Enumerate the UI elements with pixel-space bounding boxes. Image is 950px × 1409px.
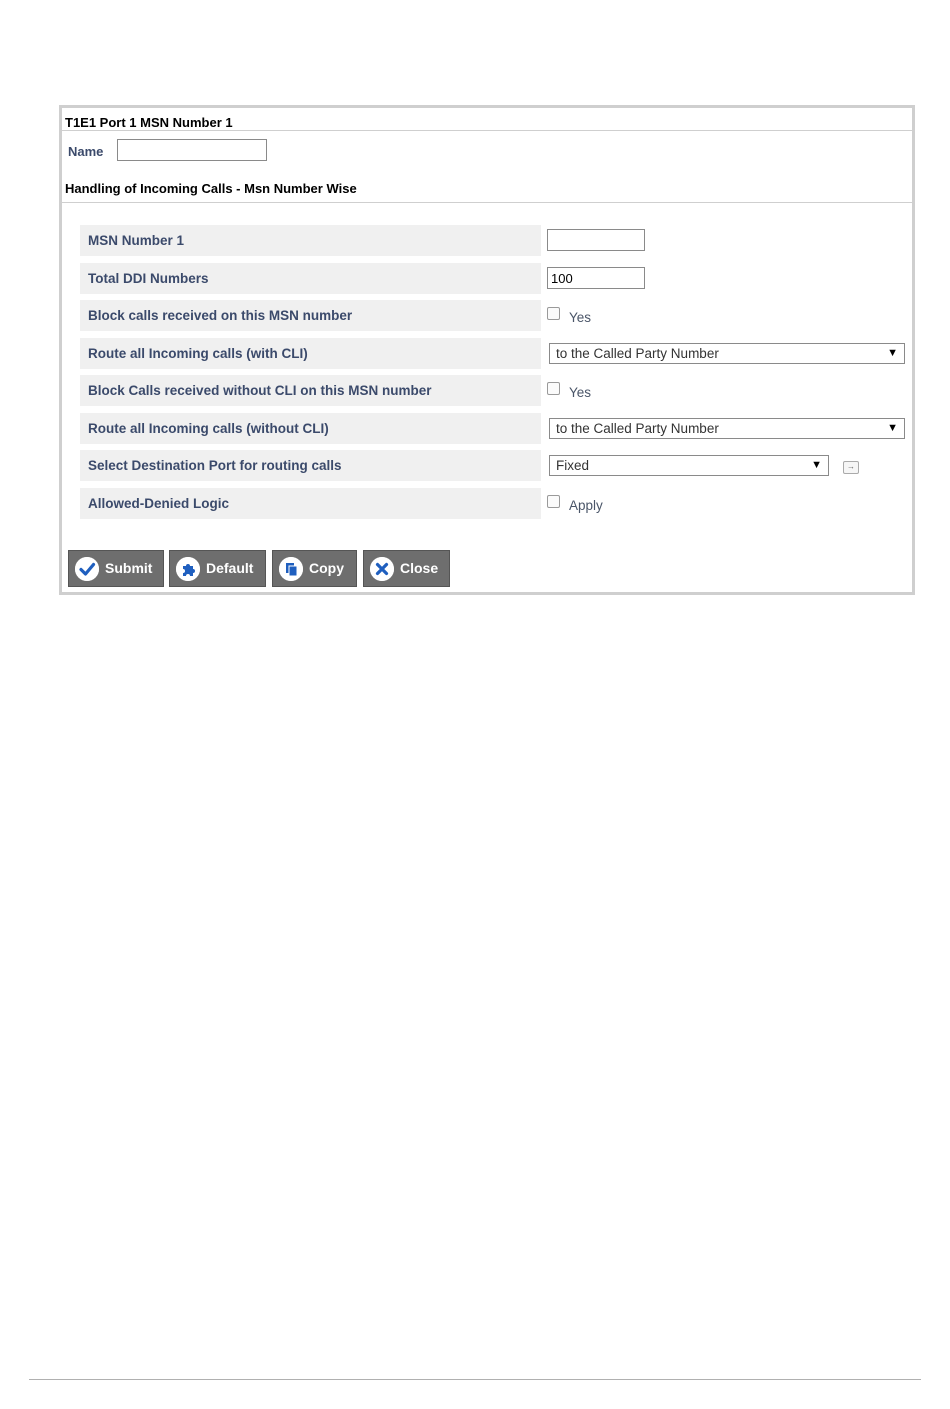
route-without-cli-value: to the Called Party Number bbox=[556, 421, 719, 436]
copy-label: Copy bbox=[309, 560, 344, 576]
route-with-cli-label: Route all Incoming calls (with CLI) bbox=[80, 338, 541, 369]
default-button[interactable] bbox=[169, 550, 266, 587]
block-without-cli-label: Block Calls received without CLI on this MSN number bbox=[80, 375, 541, 406]
name-input[interactable] bbox=[117, 139, 267, 161]
block-calls-checkbox[interactable] bbox=[547, 307, 560, 320]
total-ddi-input[interactable] bbox=[547, 267, 645, 289]
msn-number-label: MSN Number 1 bbox=[80, 225, 541, 256]
destination-port-select[interactable] bbox=[549, 455, 829, 476]
row-total-ddi bbox=[80, 263, 910, 294]
page-footer-divider bbox=[29, 1379, 921, 1380]
dropdown-arrow-icon: ▼ bbox=[887, 347, 898, 359]
panel-title: T1E1 Port 1 MSN Number 1 bbox=[62, 108, 912, 131]
row-allowed-denied bbox=[80, 488, 910, 519]
row-destination-port bbox=[80, 450, 910, 481]
msn-number-input[interactable] bbox=[547, 229, 645, 251]
dropdown-arrow-icon: ▼ bbox=[811, 459, 822, 471]
msn-settings-panel bbox=[59, 105, 915, 595]
name-label: Name bbox=[68, 144, 104, 159]
close-icon bbox=[370, 557, 394, 581]
default-label: Default bbox=[206, 560, 254, 576]
section-divider bbox=[62, 202, 912, 203]
dropdown-arrow-icon: ▼ bbox=[887, 422, 898, 434]
row-msn-number bbox=[80, 225, 910, 256]
route-with-cli-value: to the Called Party Number bbox=[556, 346, 719, 361]
allowed-denied-option-label: Apply bbox=[569, 498, 603, 513]
total-ddi-label: Total DDI Numbers bbox=[80, 263, 541, 294]
row-route-with-cli bbox=[80, 338, 910, 369]
section-title: Handling of Incoming Calls - Msn Number Wise bbox=[65, 181, 357, 196]
route-without-cli-label: Route all Incoming calls (without CLI) bbox=[80, 413, 541, 444]
copy-button[interactable] bbox=[272, 550, 357, 587]
block-calls-option-label: Yes bbox=[569, 310, 592, 325]
row-block-without-cli bbox=[80, 375, 910, 406]
allowed-denied-checkbox[interactable] bbox=[547, 495, 560, 508]
close-label: Close bbox=[400, 560, 439, 576]
row-route-without-cli bbox=[80, 413, 910, 444]
destination-port-value: Fixed bbox=[556, 458, 590, 473]
row-block-calls bbox=[80, 300, 910, 331]
allowed-denied-label: Allowed-Denied Logic bbox=[80, 488, 541, 519]
check-icon bbox=[75, 557, 99, 581]
block-calls-label: Block calls received on this MSN number bbox=[80, 300, 541, 331]
block-without-cli-checkbox[interactable] bbox=[547, 382, 560, 395]
route-without-cli-select[interactable] bbox=[549, 418, 905, 439]
block-without-cli-option-label: Yes bbox=[569, 385, 592, 400]
puzzle-icon bbox=[176, 557, 200, 581]
route-with-cli-select[interactable] bbox=[549, 343, 905, 364]
destination-port-label: Select Destination Port for routing calls bbox=[80, 450, 541, 481]
copy-icon bbox=[279, 557, 303, 581]
submit-button[interactable] bbox=[68, 550, 164, 587]
close-button[interactable] bbox=[363, 550, 450, 587]
submit-label: Submit bbox=[105, 560, 153, 576]
arrow-right-icon[interactable]: → bbox=[843, 461, 859, 474]
